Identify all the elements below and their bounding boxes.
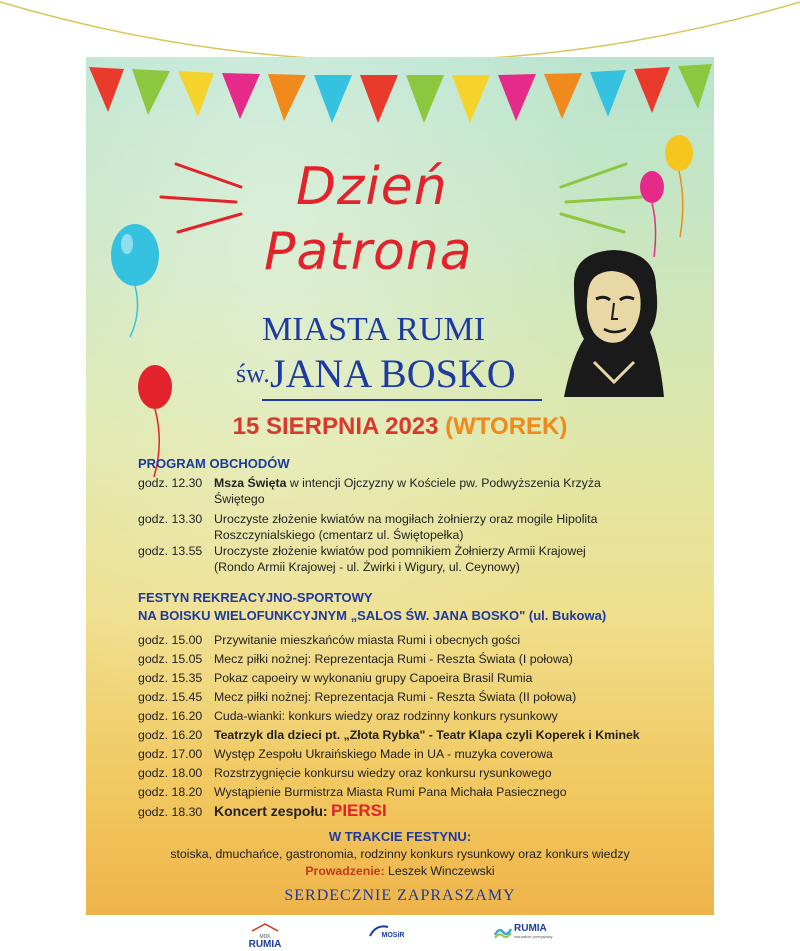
program-item-time: godz. 12.30 (138, 476, 203, 490)
event-date-main: 15 SIERPNIA 2023 (232, 413, 439, 440)
program-item-bold: Msza Święta (214, 476, 287, 490)
festyn-item-text: Mecz piłki nożnej: Reprezentacja Rumi - Reszta Świata (II połowa) (214, 690, 577, 704)
event-weekday: (WTOREK) (445, 413, 568, 440)
saint-portrait-image (564, 247, 664, 397)
rumia-logo-text: RUMIA (514, 923, 547, 934)
event-date (86, 413, 714, 441)
festyn-item-text: Rozstrzygnięcie konkursu wiedzy oraz konkursu rysunkowego (214, 766, 552, 780)
title-line-2: Patrona (264, 222, 473, 282)
festyn-item-time: godz. 18.20 (138, 785, 203, 799)
program-item-cont: (Rondo Armii Krajowej - ul. Żwirki i Wigury, ul. Ceynowy) (214, 560, 520, 574)
festyn-item-time: godz. 16.20 (138, 709, 203, 723)
closing-invitation: SERDECZNIE ZAPRASZAMY (284, 887, 516, 904)
festyn-item-time: godz. 18.00 (138, 766, 203, 780)
program-item-cont: Świętego (214, 492, 265, 506)
mdk-logo-text: RUMIA (248, 939, 282, 950)
festyn-item (138, 689, 576, 705)
program-item-text: w intencji Ojczyzny w Kościele pw. Podwyższenia Krzyża (286, 476, 601, 490)
festyn-item-time: godz. 16.20 (138, 728, 203, 742)
festyn-item-text: Pokaz capoeiry w wykonaniu grupy Capoeira Brasil Rumia (214, 671, 533, 685)
festyn-item-time: godz. 17.00 (138, 747, 203, 761)
poster (86, 57, 714, 915)
festyn-item-time: godz. 15.05 (138, 652, 203, 666)
mosir-logo-text: MOSiR (381, 932, 405, 939)
concert-band: PIERSI (331, 801, 387, 820)
during-header: W TRAKCIE FESTYNU: (328, 829, 472, 844)
mdk-logo (243, 919, 287, 950)
mdk-house-icon (250, 923, 280, 932)
program-item-time: godz. 13.30 (138, 512, 203, 526)
festyn-item-text: Cuda-wianki: konkurs wiedzy oraz rodzinny konkurs rysunkowy (214, 709, 558, 723)
festyn-item (138, 670, 533, 686)
festyn-item (138, 708, 558, 724)
title-line-1: Dzień (296, 157, 448, 217)
program-item-text: Uroczyste złożenie kwiatów pod pomnikiem Żołnierzy Armii Krajowej (214, 544, 586, 558)
festyn-item (138, 632, 520, 648)
subtitle-prefix: św. (236, 359, 270, 388)
festyn-item (138, 727, 640, 743)
mosir-logo (366, 923, 412, 939)
host-label: Prowadzenie: (305, 864, 385, 878)
festyn-item-time: godz. 15.45 (138, 690, 203, 704)
host-name: Leszek Winczewski (384, 864, 495, 878)
festyn-item-text: Mecz piłki nożnej: Reprezentacja Rumi - Reszta Świata (I połowa) (214, 652, 573, 666)
program-item-time: godz. 13.55 (138, 544, 203, 558)
festyn-item-time: godz. 15.00 (138, 633, 203, 647)
mdk-logo-small: MDK (259, 934, 271, 940)
concert-time: godz. 18.30 (138, 805, 203, 819)
subtitle-line-1: MIASTA RUMI (262, 311, 486, 348)
program-item (138, 543, 586, 575)
festyn-item (138, 784, 567, 800)
program-header: PROGRAM OBCHODÓW (138, 456, 290, 471)
host-line (86, 864, 714, 878)
festyn-header-2: NA BOISKU WIELOFUNKCYJNYM „SALOS ŚW. JANA BOSKO" (ul. Bukowa) (138, 608, 607, 623)
rumia-wave-icon (494, 925, 512, 939)
program-item (138, 511, 597, 543)
burst-lines-right (536, 152, 646, 242)
subtitle-line-2: JANA BOSKO (270, 351, 516, 396)
footer-logos (0, 915, 800, 951)
festyn-item (138, 651, 573, 667)
program-item-cont: Roszczynialskiego (cmentarz ul. Świętopełka) (214, 528, 464, 542)
concert-item (138, 803, 387, 820)
festyn-item-text: Wystąpienie Burmistrza Miasta Rumi Pana Michała Pasiecznego (214, 785, 567, 799)
festyn-item (138, 746, 553, 762)
during-text: stoiska, dmuchańce, gastronomia, rodzinny konkurs rysunkowy oraz konkurs wiedzy (170, 847, 630, 861)
subtitle-underline (262, 399, 542, 401)
rumia-logo-tagline: naturalnie pomysłowy (514, 934, 553, 939)
festyn-item-text: Występ Zespołu Ukraińskiego Made in UA - muzyka coverowa (214, 747, 553, 761)
festyn-item-text: Przywitanie mieszkańców miasta Rumi i obecnych gości (214, 633, 521, 647)
festyn-item-time: godz. 15.35 (138, 671, 203, 685)
festyn-item-text: Teatrzyk dla dzieci pt. „Złota Rybka" - Teatr Klapa czyli Koperek i Kminek (214, 728, 640, 742)
festyn-header-1: FESTYN REKREACYJNO-SPORTOWY (138, 590, 373, 605)
program-item-text: Uroczyste złożenie kwiatów na mogiłach żołnierzy oraz mogile Hipolita (214, 512, 598, 526)
program-item (138, 475, 601, 507)
concert-label: Koncert zespołu: (214, 803, 328, 819)
festyn-item (138, 765, 552, 781)
